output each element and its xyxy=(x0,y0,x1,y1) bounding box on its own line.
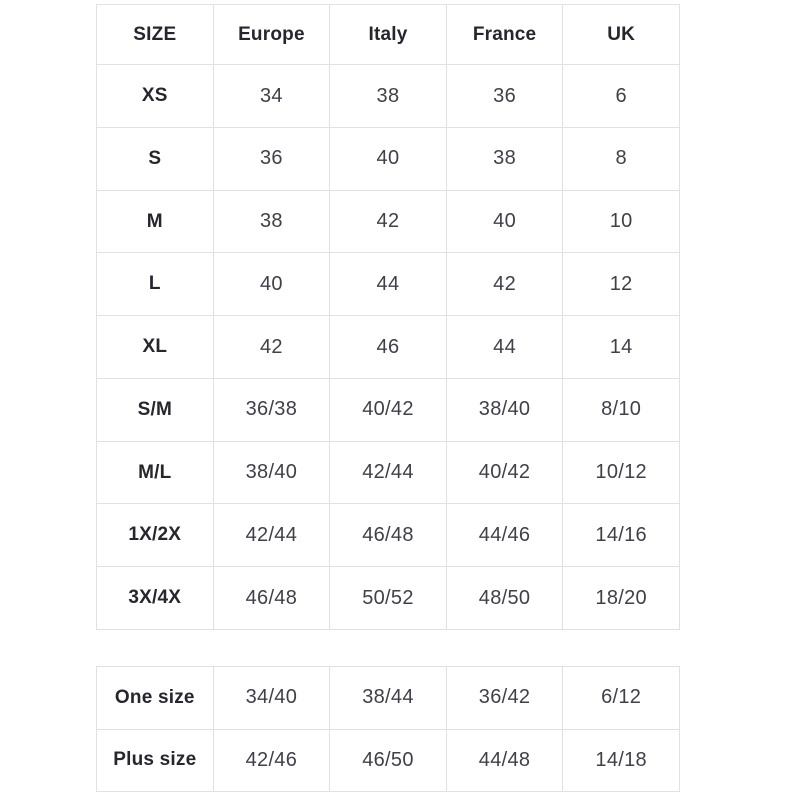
row-label-xs: XS xyxy=(97,65,214,128)
cell-3x4x-uk: 18/20 xyxy=(563,567,680,630)
row-label-3x4x: 3X/4X xyxy=(97,567,214,630)
cell-xl-france: 44 xyxy=(446,316,563,379)
cell-s-italy: 40 xyxy=(330,127,447,190)
header-france: France xyxy=(446,5,563,65)
cell-one-size-france: 36/42 xyxy=(446,667,563,730)
cell-xl-italy: 46 xyxy=(330,316,447,379)
cell-m-europe: 38 xyxy=(213,190,330,253)
cell-m-france: 40 xyxy=(446,190,563,253)
row-label-s: S xyxy=(97,127,214,190)
cell-sm-uk: 8/10 xyxy=(563,378,680,441)
cell-s-uk: 8 xyxy=(563,127,680,190)
cell-plus-size-europe: 42/46 xyxy=(213,729,330,792)
table-row-xl xyxy=(97,316,680,379)
special-sizes-table-container xyxy=(96,666,680,792)
cell-xs-europe: 34 xyxy=(213,65,330,128)
cell-xs-france: 36 xyxy=(446,65,563,128)
cell-1x2x-uk: 14/16 xyxy=(563,504,680,567)
cell-l-italy: 44 xyxy=(330,253,447,316)
cell-xl-uk: 14 xyxy=(563,316,680,379)
cell-ml-uk: 10/12 xyxy=(563,441,680,504)
cell-l-europe: 40 xyxy=(213,253,330,316)
table-row-m xyxy=(97,190,680,253)
cell-xs-uk: 6 xyxy=(563,65,680,128)
cell-1x2x-europe: 42/44 xyxy=(213,504,330,567)
cell-plus-size-italy: 46/50 xyxy=(330,729,447,792)
table-row-one-size xyxy=(97,667,680,730)
cell-m-uk: 10 xyxy=(563,190,680,253)
cell-l-france: 42 xyxy=(446,253,563,316)
cell-s-europe: 36 xyxy=(213,127,330,190)
cell-sm-france: 38/40 xyxy=(446,378,563,441)
cell-xl-europe: 42 xyxy=(213,316,330,379)
table-row-ml xyxy=(97,441,680,504)
cell-ml-italy: 42/44 xyxy=(330,441,447,504)
row-label-xl: XL xyxy=(97,316,214,379)
header-size: SIZE xyxy=(97,5,214,65)
table-row-3x4x xyxy=(97,567,680,630)
cell-1x2x-italy: 46/48 xyxy=(330,504,447,567)
row-label-plus-size: Plus size xyxy=(97,729,214,792)
cell-3x4x-france: 48/50 xyxy=(446,567,563,630)
header-row xyxy=(97,5,680,65)
table-row-xs xyxy=(97,65,680,128)
cell-1x2x-france: 44/46 xyxy=(446,504,563,567)
row-label-ml: M/L xyxy=(97,441,214,504)
header-europe: Europe xyxy=(213,5,330,65)
row-label-l: L xyxy=(97,253,214,316)
cell-sm-europe: 36/38 xyxy=(213,378,330,441)
cell-one-size-uk: 6/12 xyxy=(563,667,680,730)
table-row-sm xyxy=(97,378,680,441)
table-row-plus-size xyxy=(97,729,680,792)
cell-xs-italy: 38 xyxy=(330,65,447,128)
cell-3x4x-italy: 50/52 xyxy=(330,567,447,630)
cell-3x4x-europe: 46/48 xyxy=(213,567,330,630)
size-conversion-table-container xyxy=(96,4,680,630)
cell-l-uk: 12 xyxy=(563,253,680,316)
row-label-one-size: One size xyxy=(97,667,214,730)
table-row-l xyxy=(97,253,680,316)
row-label-1x2x: 1X/2X xyxy=(97,504,214,567)
cell-sm-italy: 40/42 xyxy=(330,378,447,441)
cell-s-france: 38 xyxy=(446,127,563,190)
table-row-s xyxy=(97,127,680,190)
row-label-sm: S/M xyxy=(97,378,214,441)
cell-plus-size-uk: 14/18 xyxy=(563,729,680,792)
special-sizes-table xyxy=(96,666,680,792)
cell-m-italy: 42 xyxy=(330,190,447,253)
size-conversion-table xyxy=(96,4,680,630)
table-row-1x2x xyxy=(97,504,680,567)
cell-ml-europe: 38/40 xyxy=(213,441,330,504)
cell-one-size-italy: 38/44 xyxy=(330,667,447,730)
header-uk: UK xyxy=(563,5,680,65)
header-italy: Italy xyxy=(330,5,447,65)
cell-plus-size-france: 44/48 xyxy=(446,729,563,792)
cell-one-size-europe: 34/40 xyxy=(213,667,330,730)
cell-ml-france: 40/42 xyxy=(446,441,563,504)
row-label-m: M xyxy=(97,190,214,253)
